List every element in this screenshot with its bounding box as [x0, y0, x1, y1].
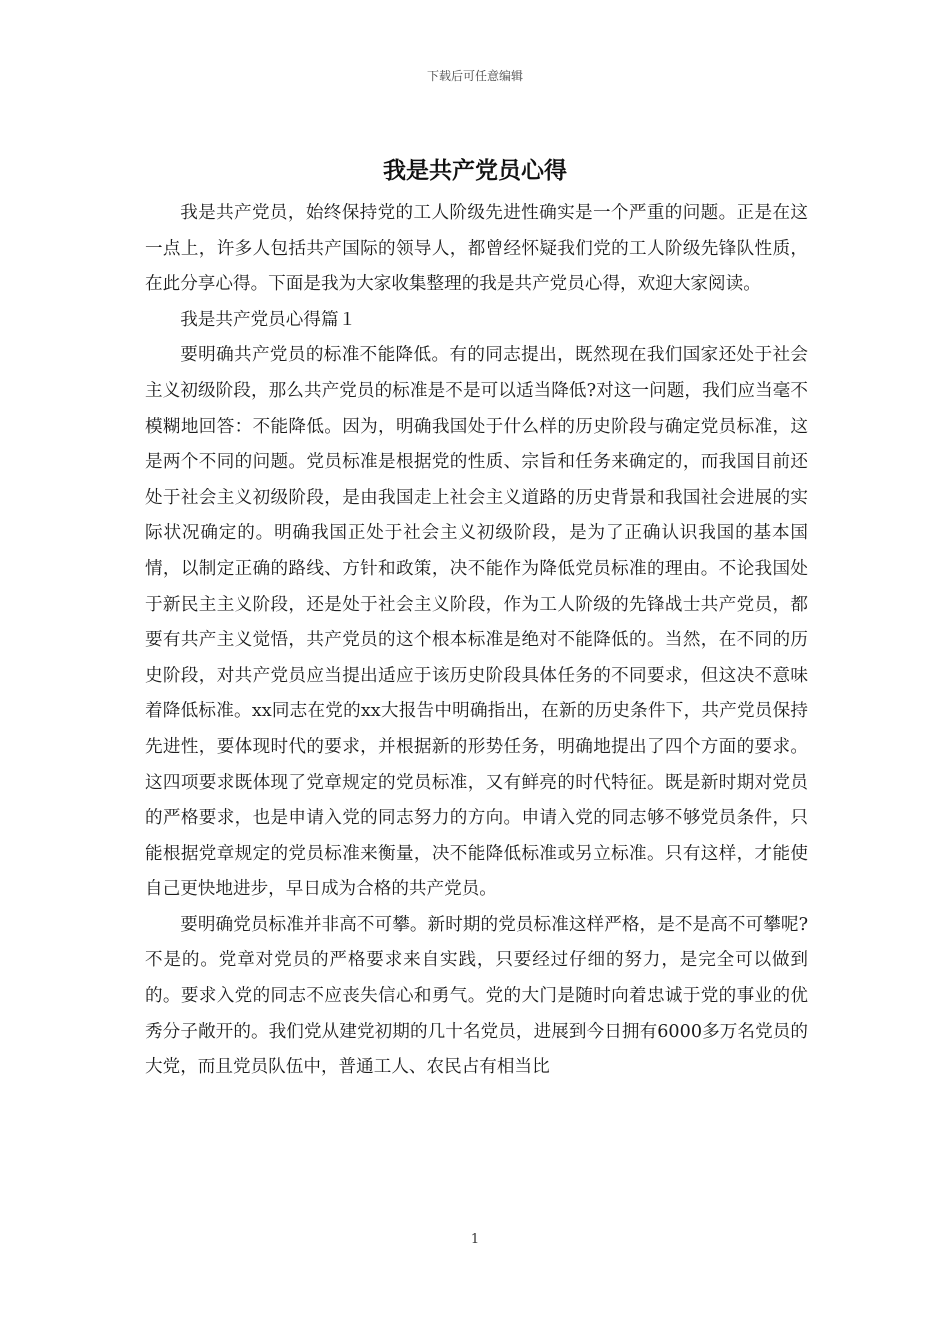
document-body	[145, 196, 808, 1086]
page-number: 1	[470, 1232, 480, 1247]
body-paragraph: 要明确共产党员的标准不能降低。有的同志提出，既然现在我们国家还处于社会主义初级阶段，那么共产党员的标准是不是可以适当降低?对这一问题，我们应当毫不模糊地回答：不能降低。因为，明确我国处于什么样的历史阶段与确定党员标准，这是两个不同的问题。党员标准是根据党的性质、宗旨和任务来确定的，而我国目前还处于社会主义初级阶段，是由我国走上社会主义道路的历史背景和我国社会进展的实际状况确定的。明确我国正处于社会主义初级阶段，是为了正确认识我国的基本国情，以制定正确的路线、方针和政策，决不能作为降低党员标准的理由。不论我国处于新民主主义阶段，还是处于社会主义阶段，作为工人阶级的先锋战士共产党员，都要有共产主义觉悟，共产党员的这个根本标准是绝对不能降低的。当然，在不同的历史阶段，对共产党员应当提出适应于该历史阶段具体任务的不同要求，但这决不意味着降低标准。xx同志在党的xx大报告中明确指出，在新的历史条件下，共产党员保持先进性，要体现时代的要求，并根据新的形势任务，明确地提出了四个方面的要求。这四项要求既体现了党章规定的党员标准，又有鲜亮的时代特征。既是新时期对党员的严格要求，也是申请入党的同志努力的方向。申请入党的同志够不够党员条件，只能根据党章规定的党员标准来衡量，决不能降低标准或另立标准。只有这样，才能使自己更快地进步，早日成为合格的共产党员。	[145, 345, 808, 900]
intro-paragraph: 我是共产党员，始终保持党的工人阶级先进性确实是一个严重的问题。正是在这一点上，许多人包括共产国际的领导人，都曾经怀疑我们党的工人阶级先锋队性质，在此分享心得。下面是我为大家收集整理的我是共产党员心得，欢迎大家阅读。	[145, 203, 808, 295]
body-paragraph: 要明确党员标准并非高不可攀。新时期的党员标准这样严格，是不是高不可攀呢?不是的。党章对党员的严格要求来自实践，只要经过仔细的努力，是完全可以做到的。要求入党的同志不应丧失信心和勇气。党的大门是随时向着忠诚于党的事业的优秀分子敞开的。我们党从建党初期的几十名党员，进展到今日拥有6000多万名党员的大党，而且党员队伍中，普通工人、农民占有相当比	[145, 914, 808, 1078]
header-note: 下载后可任意编辑	[426, 69, 523, 83]
document-title: 我是共产党员心得	[383, 157, 567, 184]
section-heading: 我是共产党员心得篇１	[180, 309, 357, 330]
